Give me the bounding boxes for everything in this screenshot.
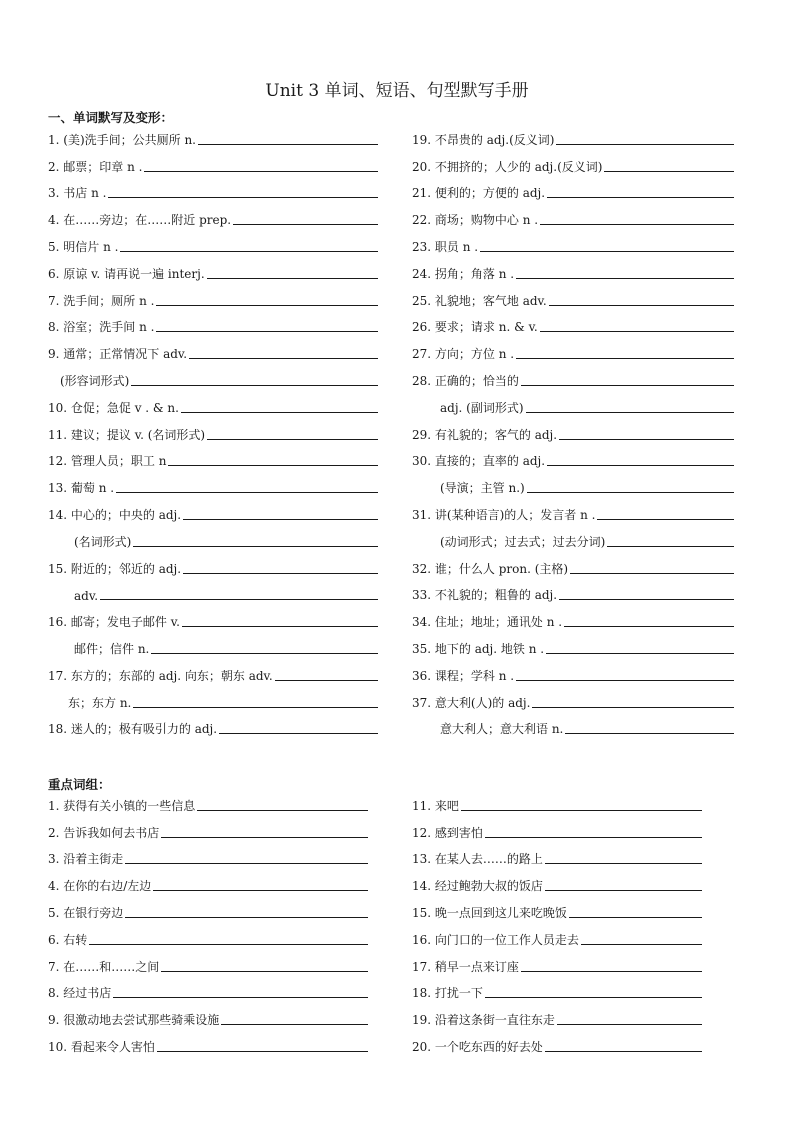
prompt-text: 4. 在……旁边；在……附近 prep. [48,213,232,228]
prompt-text: 4. 在你的右边/左边 [48,879,152,894]
answer-blank[interactable] [547,465,734,466]
answer-blank[interactable] [156,305,378,306]
prompt-text: 36. 课程；学科 n . [412,668,515,683]
prompt-text: 意大利人；意大利语 n. [440,722,564,737]
section-heading-phrases: 重点词组： [48,777,111,792]
prompt-text: 16. 邮寄；发电子邮件 v. [48,615,180,630]
prompt-text: 13. 葡萄 n . [48,481,115,496]
answer-blank[interactable] [197,810,368,811]
answer-blank[interactable] [161,971,368,972]
prompt-text: 28. 正确的；恰当的 [412,373,519,388]
prompt-text: 2. 告诉我如何去书店 [48,825,160,840]
prompt-text: 10. 看起来令人害怕 [48,1039,155,1054]
fill-in-row [48,122,378,149]
prompt-text: 25. 礼貌地；客气地 adv. [412,293,547,308]
answer-blank[interactable] [526,412,734,413]
prompt-text: 32. 谁；什么人 pron. (主格) [412,561,569,576]
answer-blank[interactable] [275,680,378,681]
fill-in-row [48,229,378,256]
answer-blank[interactable] [597,519,734,520]
answer-blank[interactable] [545,863,702,864]
section-heading-vocabulary: 一、单词默写及变形： [48,110,174,125]
fill-in-row [48,310,378,337]
answer-blank[interactable] [182,626,378,627]
prompt-text: 27. 方向；方位 n . [412,347,515,362]
fill-in-row [412,149,734,176]
answer-blank[interactable] [116,492,378,493]
answer-blank[interactable] [527,492,734,493]
fill-in-row [412,417,734,444]
fill-in-row [412,1029,702,1056]
fill-in-row [412,578,734,605]
fill-in-row [412,868,702,895]
fill-in-row [412,551,734,578]
prompt-text: 10. 仓促；急促 v . & n. [48,400,179,415]
prompt-text: 17. 稍早一点来订座 [412,959,519,974]
fill-in-row [412,229,734,256]
fill-in-row [48,631,378,658]
prompt-text: 14. 中心的；中央的 adj. [48,507,182,522]
answer-blank[interactable] [570,573,734,574]
prompt-text: 9. 通常；正常情况下 adv. [48,347,188,362]
answer-blank[interactable] [516,358,734,359]
answer-blank[interactable] [144,171,378,172]
answer-blank[interactable] [207,439,378,440]
fill-in-row [48,524,378,551]
prompt-text: 12. 管理人员；职工 n [48,454,167,469]
fill-in-row [412,604,734,631]
prompt-text: (名词形式) [74,534,132,549]
prompt-text: 8. 经过书店 [48,986,112,1001]
answer-blank[interactable] [151,653,378,654]
fill-in-row [48,470,378,497]
prompt-text: 29. 有礼貌的；客气的 adj. [412,427,558,442]
prompt-text: 3. 书店 n . [48,186,107,201]
prompt-text: 7. 在……和……之间 [48,959,160,974]
fill-in-row [412,976,702,1003]
fill-in-row [412,842,702,869]
fill-in-row [48,390,378,417]
answer-blank[interactable] [532,707,734,708]
fill-in-row [412,949,702,976]
answer-blank[interactable] [113,997,368,998]
fill-in-row [48,363,378,390]
fill-in-row [412,176,734,203]
answer-blank[interactable] [480,251,734,252]
prompt-text: 11. 来吧 [412,798,459,813]
prompt-text: 23. 职员 n . [412,239,479,254]
prompt-text: 12. 感到害怕 [412,825,483,840]
answer-blank[interactable] [133,546,378,547]
answer-blank[interactable] [516,680,734,681]
answer-blank[interactable] [100,599,378,600]
answer-blank[interactable] [485,997,702,998]
prompt-text: 11. 建议；提议 v. (名词形式) [48,427,206,442]
vocab-column-left [48,122,378,738]
fill-in-row [412,1002,702,1029]
answer-blank[interactable] [181,412,378,413]
prompt-text: 2. 邮票；印章 n . [48,159,143,174]
prompt-text: 邮件；信件 n. [74,641,150,656]
fill-in-row [48,922,368,949]
fill-in-row [48,976,368,1003]
answer-blank[interactable] [233,224,378,225]
prompt-text: (动词形式；过去式；过去分词) [440,534,606,549]
answer-blank[interactable] [189,358,378,359]
phrase-column-left [48,788,368,1056]
answer-blank[interactable] [545,890,702,891]
answer-blank[interactable] [125,863,368,864]
fill-in-row [412,788,702,815]
prompt-text: 9. 很激动地去尝试那些骑乘设施 [48,1013,220,1028]
answer-blank[interactable] [565,733,734,734]
prompt-text: 35. 地下的 adj. 地铁 n . [412,641,545,656]
fill-in-row [48,658,378,685]
prompt-text: 6. 原谅 v. 请再说一遍 interj. [48,266,205,281]
prompt-text: 1. (美)洗手间；公共厕所 n. [48,132,196,147]
answer-blank[interactable] [546,653,734,654]
prompt-text: 19. 沿着这条街一直往东走 [412,1013,555,1028]
prompt-text: 8. 浴室；洗手间 n . [48,320,155,335]
answer-blank[interactable] [120,251,378,252]
fill-in-row [48,712,378,739]
prompt-text: adv. [74,589,99,604]
fill-in-row [48,417,378,444]
answer-blank[interactable] [521,385,734,386]
fill-in-row [412,390,734,417]
prompt-text: 5. 明信片 n . [48,239,119,254]
answer-blank[interactable] [131,385,378,386]
prompt-text: adj. (副词形式) [440,400,524,415]
fill-in-row [48,1029,368,1056]
answer-blank[interactable] [540,331,734,332]
fill-in-row [48,336,378,363]
answer-blank[interactable] [556,144,734,145]
answer-blank[interactable] [604,171,734,172]
answer-blank[interactable] [183,573,378,574]
answer-blank[interactable] [125,917,368,918]
prompt-text: 34. 住址；地址；通讯处 n . [412,615,563,630]
fill-in-row [48,685,378,712]
answer-blank[interactable] [559,599,734,600]
fill-in-row [48,444,378,471]
answer-blank[interactable] [108,197,378,198]
fill-in-row [412,895,702,922]
prompt-text: 21. 便利的；方便的 adj. [412,186,546,201]
vocab-column-right [412,122,734,738]
fill-in-row [48,202,378,229]
answer-blank[interactable] [168,465,378,466]
fill-in-row [412,256,734,283]
fill-in-row [48,868,368,895]
answer-blank[interactable] [547,197,734,198]
fill-in-row [412,444,734,471]
answer-blank[interactable] [545,1051,702,1052]
answer-blank[interactable] [207,278,378,279]
answer-blank[interactable] [219,733,378,734]
answer-blank[interactable] [569,917,702,918]
answer-blank[interactable] [521,971,702,972]
answer-blank[interactable] [156,331,378,332]
answer-blank[interactable] [607,546,734,547]
prompt-text: 15. 附近的；邻近的 adj. [48,561,182,576]
answer-blank[interactable] [221,1024,368,1025]
answer-blank[interactable] [540,224,734,225]
fill-in-row [48,497,378,524]
answer-blank[interactable] [549,305,734,306]
answer-blank[interactable] [157,1051,368,1052]
prompt-text: 30. 直接的；直率的 adj. [412,454,546,469]
fill-in-row [48,551,378,578]
prompt-text: 16. 向门口的一位工作人员走去 [412,932,579,947]
prompt-text: 20. 不拥挤的；人少的 adj.(反义词) [412,159,603,174]
fill-in-row [412,202,734,229]
fill-in-row [412,310,734,337]
answer-blank[interactable] [153,890,368,891]
fill-in-row [48,842,368,869]
prompt-text: 19. 不昂贵的 adj.(反义词) [412,132,555,147]
prompt-text: 东；东方 n. [68,695,132,710]
prompt-text: 1. 获得有关小镇的一些信息 [48,798,196,813]
fill-in-row [412,815,702,842]
fill-in-row [412,363,734,390]
fill-in-row [412,658,734,685]
prompt-text: 31. 讲(某种语言)的人；发言者 n . [412,507,596,522]
answer-blank[interactable] [89,944,368,945]
fill-in-row [412,685,734,712]
prompt-text: 20. 一个吃东西的好去处 [412,1039,543,1054]
fill-in-row [48,895,368,922]
prompt-text: 13. 在某人去……的路上 [412,852,543,867]
phrase-column-right [412,788,702,1056]
fill-in-row [412,497,734,524]
fill-in-row [412,283,734,310]
fill-in-row [48,1002,368,1029]
fill-in-row [48,815,368,842]
fill-in-row [48,176,378,203]
prompt-text: 15. 晚一点回到这儿来吃晚饭 [412,905,567,920]
answer-blank[interactable] [485,837,702,838]
prompt-text: (导演；主管 n.) [440,481,525,496]
fill-in-row [412,631,734,658]
answer-blank[interactable] [198,144,378,145]
fill-in-row [48,949,368,976]
fill-in-row [48,578,378,605]
prompt-text: 14. 经过鲍勃大叔的饭店 [412,879,543,894]
fill-in-row [412,922,702,949]
fill-in-row [48,149,378,176]
prompt-text: 24. 拐角；角落 n . [412,266,515,281]
page-title: Unit 3 单词、短语、句型默写手册 [265,81,529,101]
prompt-text: 18. 迷人的；极有吸引力的 adj. [48,722,218,737]
fill-in-row [412,470,734,497]
prompt-text: 7. 洗手间；厕所 n . [48,293,155,308]
prompt-text: 18. 打扰一下 [412,986,483,1001]
fill-in-row [48,256,378,283]
fill-in-row [48,604,378,631]
fill-in-row [412,336,734,363]
answer-blank[interactable] [133,707,378,708]
answer-blank[interactable] [183,519,378,520]
fill-in-row [412,524,734,551]
answer-blank[interactable] [516,278,734,279]
prompt-text: 33. 不礼貌的；粗鲁的 adj. [412,588,558,603]
fill-in-row [412,712,734,739]
answer-blank[interactable] [557,1024,702,1025]
answer-blank[interactable] [461,810,702,811]
fill-in-row [48,283,378,310]
fill-in-row [412,122,734,149]
prompt-text: 6. 右转 [48,932,88,947]
prompt-text: 3. 沿着主街走 [48,852,124,867]
prompt-text: 5. 在银行旁边 [48,905,124,920]
prompt-text: 22. 商场；购物中心 n . [412,213,539,228]
fill-in-row [48,788,368,815]
prompt-text: 26. 要求；请求 n. & v. [412,320,538,335]
answer-blank[interactable] [581,944,702,945]
answer-blank[interactable] [564,626,734,627]
answer-blank[interactable] [161,837,368,838]
answer-blank[interactable] [559,439,734,440]
prompt-text: 37. 意大利(人)的 adj. [412,695,531,710]
prompt-text: (形容词形式) [60,373,130,388]
prompt-text: 17. 东方的；东部的 adj. 向东；朝东 adv. [48,668,273,683]
